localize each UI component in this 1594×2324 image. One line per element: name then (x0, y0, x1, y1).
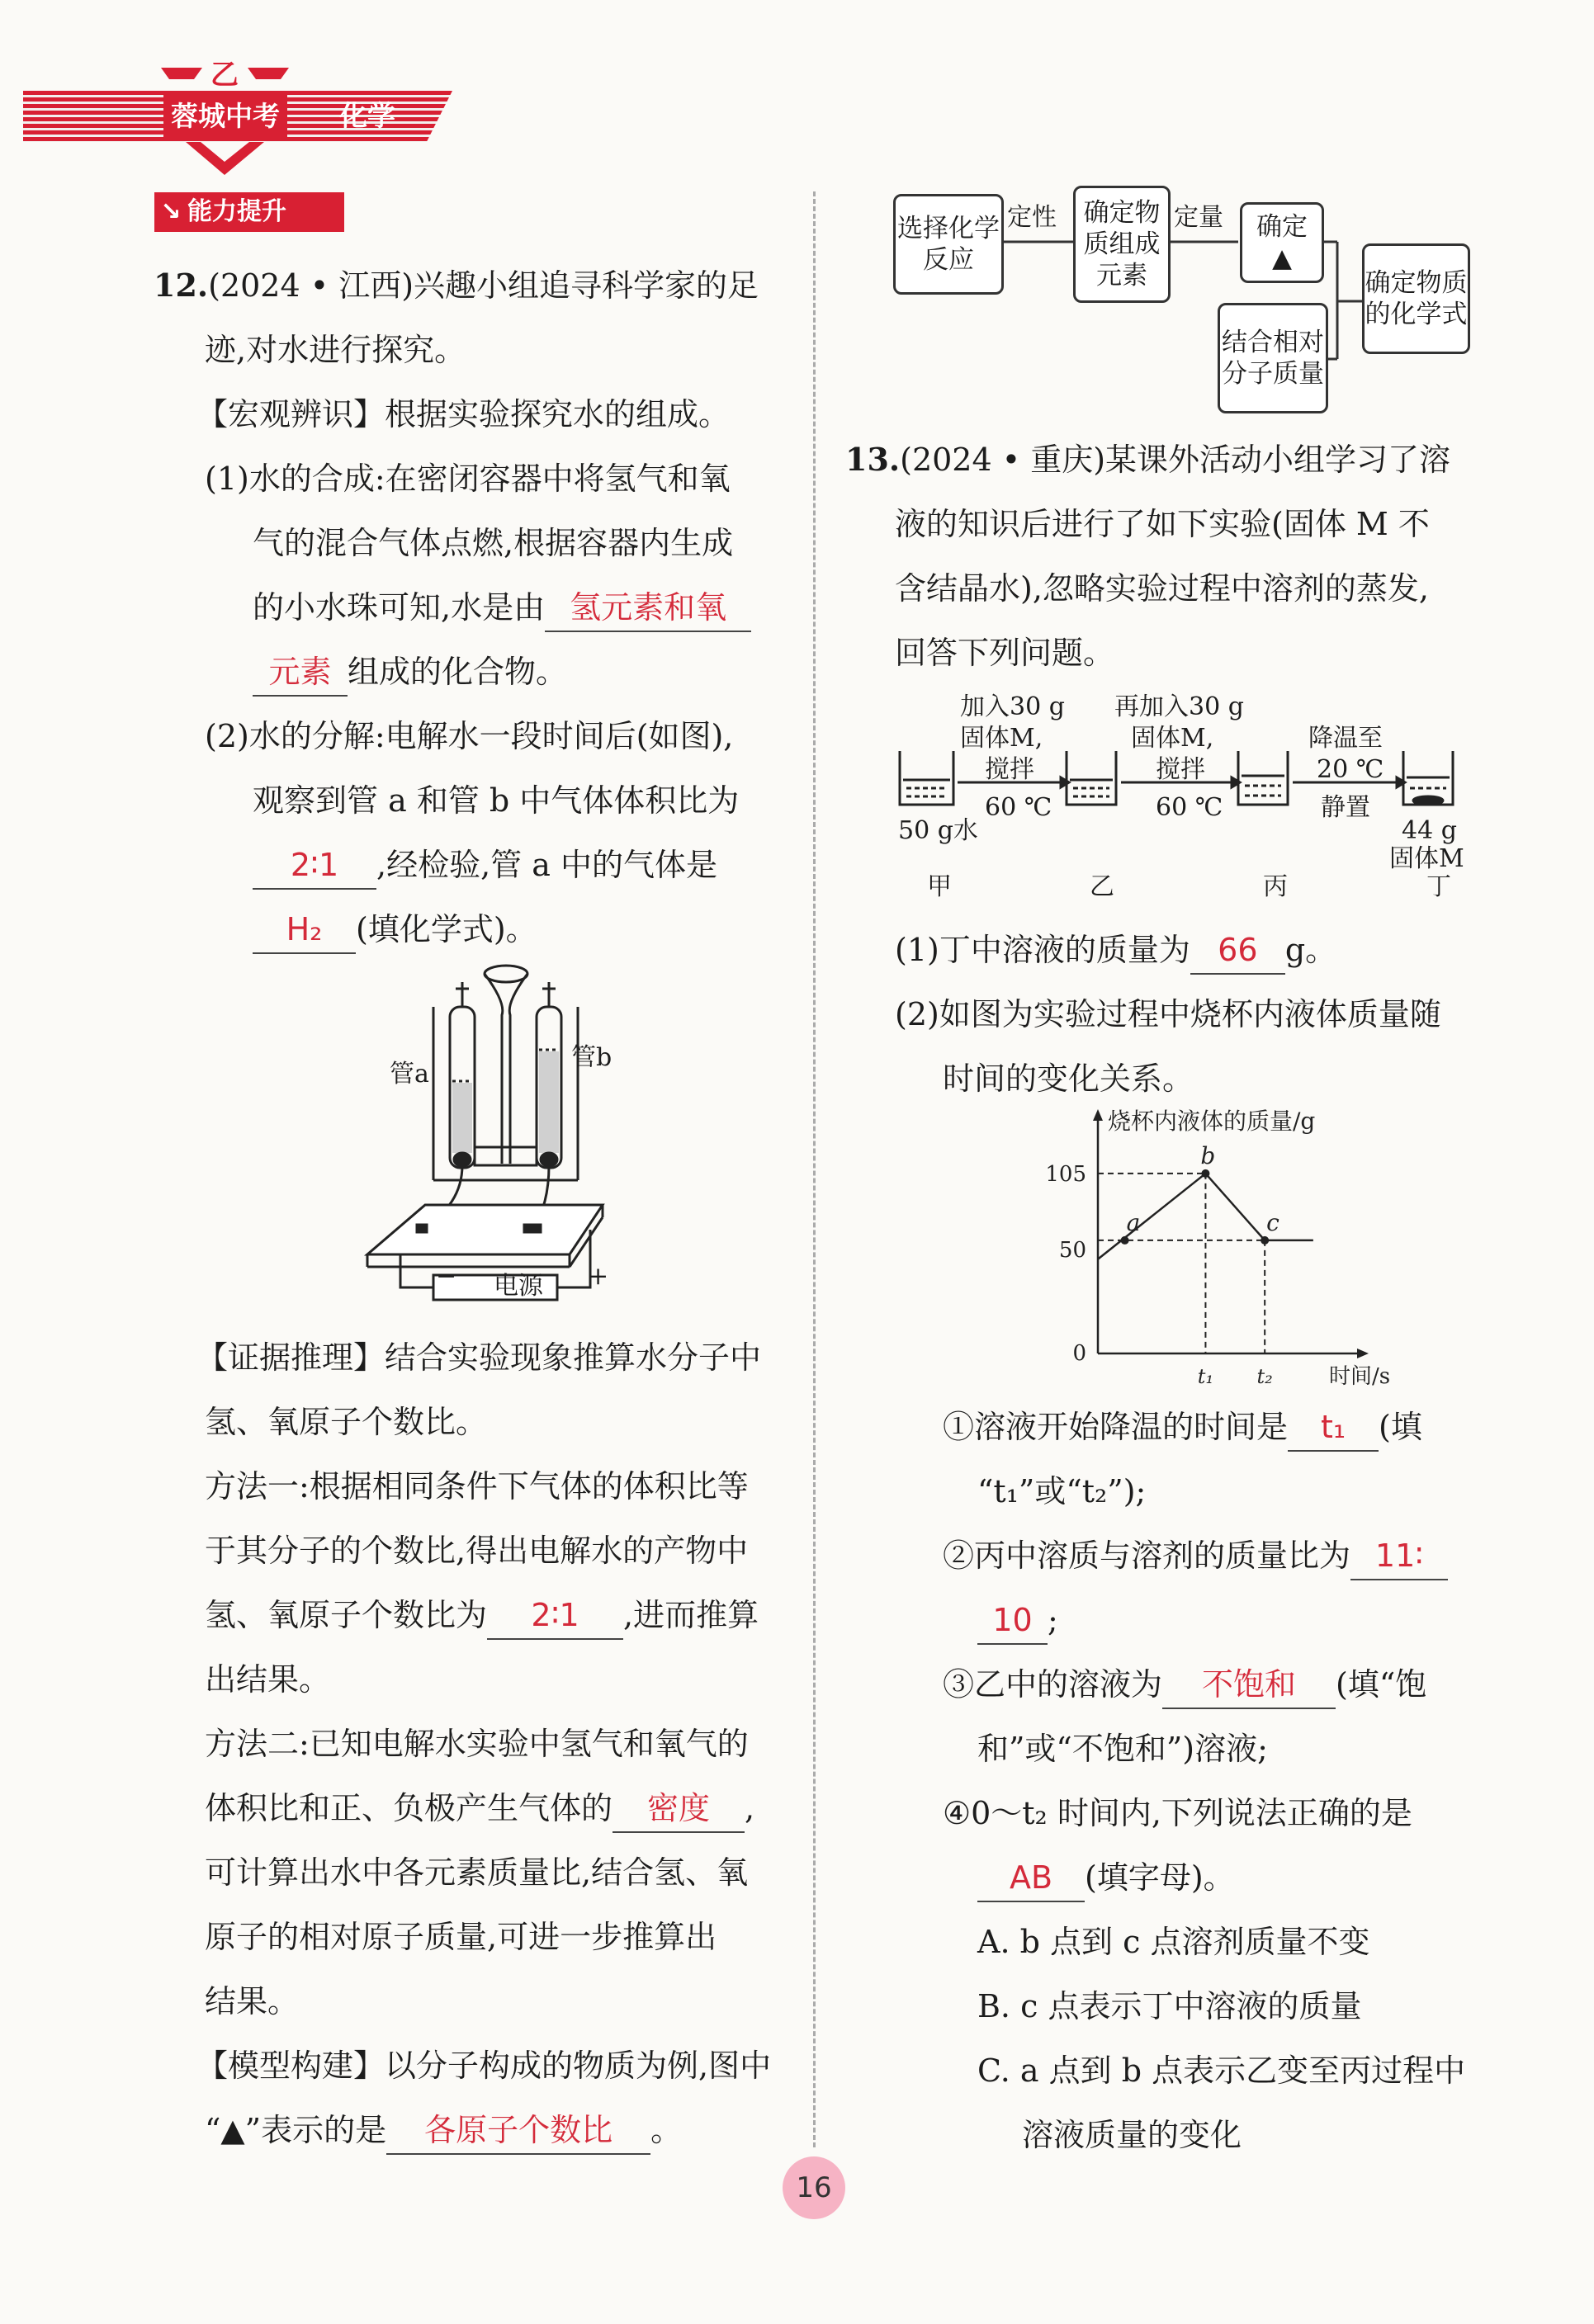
answer-blank-1b: 元素 (253, 649, 348, 697)
q12-p1d-line (253, 640, 567, 704)
step2-line2: 固体M, (1131, 724, 1214, 753)
step3-line2: 20 ℃ (1317, 755, 1384, 784)
solid-m-label: 固体M (1389, 844, 1464, 873)
electrolysis-figure (355, 957, 627, 1296)
point-label-b: b (1200, 1141, 1216, 1169)
q12-m2b-line (205, 1776, 754, 1840)
point-label-c: c (1266, 1208, 1279, 1236)
x-tick-t2: t₂ (1256, 1365, 1273, 1388)
answer-blank-13-s3: 不饱和 (1162, 1661, 1336, 1709)
answer-blank-2: 2∶1 (253, 842, 376, 890)
q12-p2a: (2)水的分解:电解水一段时间后(如图), (205, 718, 734, 754)
q12-p1b: 气的混合气体点燃,根据容器内生成 (253, 525, 734, 561)
x-axis-arrow (1357, 1349, 1369, 1358)
mass-time-chart (1024, 1106, 1391, 1389)
answer-blank-5: 密度 (613, 1785, 745, 1833)
q12-intro2: 迹,对水进行探究。 (205, 332, 466, 368)
flow-box-composition: 确定物质组成元素 (1073, 186, 1171, 303)
tube-a-label: 管a (390, 1060, 429, 1089)
q13-s1-hint: (填 (1379, 1409, 1422, 1445)
q13-1-unit: g。 (1284, 932, 1337, 968)
page-number: 16 (783, 2156, 845, 2219)
q12-macro: 【宏观辨识】根据实验探究水的组成。 (196, 396, 731, 432)
point-c (1261, 1236, 1269, 1245)
q13-intro1: (2024 • 重庆)某课外活动小组学习了溶 (900, 442, 1451, 478)
step1-temp: 60 ℃ (985, 793, 1052, 822)
answer-blank-13-1: 66 (1190, 927, 1285, 975)
flow-box-determine (1240, 202, 1324, 283)
flow-box-determine-text: 确定 (1256, 212, 1308, 242)
q12-number: 12. (154, 267, 209, 304)
svg-text:乙: 乙 (210, 59, 239, 92)
power-source-label: 电源 (494, 1272, 543, 1301)
answer-blank-13-s2b: 10 (977, 1597, 1048, 1645)
q12-p2d: (填化学式)。 (356, 911, 537, 947)
q13-2a: (2)如图为实验过程中烧杯内液体质量随 (895, 996, 1441, 1032)
q12-p1c: 的小水珠可知,水是由 (253, 589, 546, 626)
step1-line1: 加入30 g (960, 692, 1065, 721)
q12-p1d: 组成的化合物。 (348, 654, 568, 690)
x-tick-t1: t₁ (1197, 1365, 1214, 1388)
q13-s2-end: ; (1048, 1602, 1058, 1638)
step2-temp: 60 ℃ (1156, 793, 1223, 822)
q13-s3-hint: (填“饱 (1336, 1666, 1427, 1703)
q13-intro2: 液的知识后进行了如下实验(固体 M 不 (895, 506, 1430, 542)
option-b: B. c 点表示丁中溶液的质量 (977, 1988, 1362, 2024)
tube-b-label: 管b (571, 1043, 613, 1072)
q13-1-line (895, 918, 1336, 982)
section-badge (154, 192, 344, 232)
beaker-name-yi: 乙 (1090, 872, 1114, 901)
q12-m2d: 可计算出水中各元素质量比,结合氢、氧 (205, 1854, 749, 1891)
arrow-down-right-icon: ↘ (160, 197, 182, 226)
x-axis-label: 时间/s (1329, 1364, 1391, 1389)
flow-box-formula: 确定物质的化学式 (1362, 243, 1470, 354)
answer-blank-13-s1: t₁ (1288, 1404, 1379, 1452)
q12-m2c: , (745, 1790, 755, 1826)
y-axis-label: 烧杯内液体的质量/g (1108, 1108, 1316, 1135)
q12-m1e: 出结果。 (205, 1661, 331, 1698)
step3-line1: 降温至 (1308, 724, 1383, 753)
q13-line1 (845, 427, 1450, 492)
point-b (1201, 1169, 1209, 1178)
step1-line2: 固体M, (960, 724, 1043, 753)
q12-mod2-line (205, 2098, 682, 2162)
q13-number: 13. (845, 441, 901, 478)
answer-blank-6: 各原子个数比 (386, 2107, 650, 2155)
triangle-icon: ▲ (1272, 243, 1292, 273)
subject-label: 化学 (339, 100, 395, 133)
q13-s1-line (943, 1395, 1422, 1459)
q12-p2c-line (253, 833, 717, 897)
q13-intro3: 含结晶水),忽略实验过程中溶剂的蒸发, (895, 570, 1429, 607)
q12-p2d-line (253, 897, 537, 961)
beaker-name-ding: 丁 (1426, 872, 1451, 901)
answer-blank-4: 2∶1 (487, 1592, 623, 1640)
q13-s4-line (977, 1845, 1235, 1910)
q12-m2f: 结果。 (205, 1983, 300, 2019)
option-c-line2: 溶液质量的变化 (1022, 2117, 1242, 2153)
q12-p1c-line (253, 575, 751, 640)
q12-m1d: ,进而推算 (623, 1597, 759, 1633)
solid-mass-label: 44 g (1402, 816, 1457, 845)
step2-line1: 再加入30 g (1114, 692, 1244, 721)
flow-box-molar-mass: 结合相对分子质量 (1218, 303, 1328, 413)
answer-blank-13-s4: AB (977, 1854, 1085, 1902)
q12-intro1: (2024 • 江西)兴趣小组追寻科学家的足 (208, 267, 759, 304)
q13-intro4: 回答下列问题。 (895, 635, 1115, 671)
q13-2b: 时间的变化关系。 (943, 1060, 1194, 1097)
water-label: 50 g水 (898, 816, 978, 845)
y-tick-105: 105 (1045, 1161, 1086, 1187)
flow-label-quantitative: 定量 (1174, 203, 1223, 232)
answer-blank-3: H₂ (253, 906, 356, 954)
origin-label: 0 (1072, 1341, 1086, 1366)
minus-sign: − (436, 1262, 457, 1291)
q13-s4a: ④0～t₂ 时间内,下列说法正确的是 (943, 1795, 1412, 1831)
answer-blank-1a: 氢元素和氧 (545, 584, 751, 632)
y-axis-arrow (1093, 1109, 1103, 1121)
point-label-a: a (1126, 1208, 1141, 1236)
q12-p2c: ,经检验,管 a 中的气体是 (376, 847, 717, 883)
section-title: 能力提升 (187, 197, 286, 226)
q12-m2a: 方法二:已知电解水实验中氢气和氧气的 (205, 1726, 749, 1762)
q13-s1c: “t₁”或“t₂”); (977, 1473, 1147, 1509)
q13-s3-line (943, 1652, 1426, 1717)
q12-m1a: 方法一:根据相同条件下气体的体积比等 (205, 1468, 749, 1504)
brand-title: 蓉城中考 (163, 95, 287, 138)
beaker-name-jia: 甲 (927, 872, 952, 901)
q13-1-text: (1)丁中溶液的质量为 (895, 932, 1190, 968)
y-tick-50: 50 (1058, 1237, 1086, 1263)
q12-m1c: 氢、氧原子个数比为 (205, 1597, 488, 1633)
q13-s1-text: ①溶液开始降温的时间是 (943, 1409, 1289, 1445)
column-divider (813, 191, 816, 2147)
q12-ev2: 氢、氧原子个数比。 (205, 1404, 488, 1440)
q13-s2-text: ②丙中溶质与溶剂的质量比为 (943, 1538, 1351, 1574)
flow-label-qualitative: 定性 (1007, 203, 1057, 232)
q12-mod1: 【模型构建】以分子构成的物质为例,图中 (196, 2048, 772, 2084)
q12-m1b: 于其分子的个数比,得出电解水的产物中 (205, 1533, 749, 1569)
option-a: A. b 点到 c 点溶剂质量不变 (977, 1924, 1370, 1960)
q12-p1a: (1)水的合成:在密闭容器中将氢气和氧 (205, 461, 731, 497)
q13-s3-text: ③乙中的溶液为 (943, 1666, 1163, 1703)
plus-sign: + (588, 1262, 609, 1291)
q12-m2e: 原子的相对原子质量,可进一步推算出 (205, 1919, 717, 1955)
point-a (1121, 1236, 1129, 1245)
flow-box-select-reaction: 选择化学反应 (893, 194, 1004, 295)
q12-m2b: 体积比和正、负极产生气体的 (205, 1790, 613, 1826)
step1-line3: 搅拌 (985, 755, 1034, 784)
q12-mod2a: “▲”表示的是 (205, 2112, 387, 2148)
q13-s4-hint: (填字母)。 (1085, 1859, 1235, 1896)
q12-mod2b: 。 (650, 2112, 683, 2148)
answer-blank-13-s2a: 11∶ (1350, 1533, 1448, 1580)
step3-line3: 静置 (1321, 793, 1370, 822)
q12-p2b: 观察到管 a 和管 b 中气体体积比为 (253, 782, 740, 819)
q12-line1 (154, 253, 759, 318)
q12-ev1: 【证据推理】结合实验现象推算水分子中 (196, 1339, 762, 1376)
beaker-name-bing: 丙 (1263, 872, 1288, 901)
q13-s2b-line (977, 1588, 1058, 1652)
q13-s2-line (943, 1523, 1448, 1588)
option-c-line1: C. a 点到 b 点表示乙变至丙过程中 (977, 2052, 1466, 2089)
q13-s3c: 和”或“不饱和”)溶液; (977, 1731, 1268, 1767)
q12-m1c-line (205, 1583, 759, 1647)
step2-line3: 搅拌 (1156, 755, 1205, 784)
